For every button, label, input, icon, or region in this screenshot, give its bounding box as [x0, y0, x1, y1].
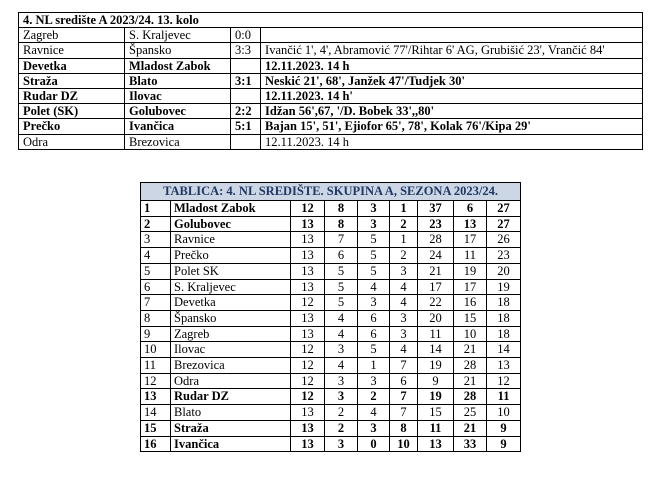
standing-wins: 4 — [325, 326, 358, 342]
standing-team: Devetka — [171, 295, 291, 311]
result-home-team: Straža — [19, 73, 125, 88]
standing-goals-against: 6 — [454, 201, 487, 217]
standing-team: S. Kraljevec — [171, 279, 291, 295]
standing-goals-for: 11 — [418, 420, 454, 436]
standing-points: 11 — [487, 389, 521, 405]
standing-points: 13 — [487, 358, 521, 374]
result-row — [19, 119, 643, 134]
standing-losses: 10 — [390, 436, 418, 452]
standing-points: 18 — [487, 310, 521, 326]
standing-team: Golubovec — [171, 216, 291, 232]
standing-points: 23 — [487, 248, 521, 264]
result-home-team: Rudar DZ — [19, 89, 125, 104]
standing-goals-for: 14 — [418, 342, 454, 358]
result-home-team: Zagreb — [19, 28, 125, 43]
standing-goals-for: 23 — [418, 216, 454, 232]
standing-row — [141, 405, 521, 421]
standings-table — [140, 182, 521, 452]
standing-team: Zagreb — [171, 326, 291, 342]
standing-goals-for: 15 — [418, 405, 454, 421]
standing-row — [141, 248, 521, 264]
result-home-team: Polet (SK) — [19, 104, 125, 119]
standing-row — [141, 232, 521, 248]
result-score: 0:0 — [231, 28, 261, 43]
standing-points: 9 — [487, 420, 521, 436]
results-title-row — [19, 13, 643, 28]
standing-played: 12 — [291, 373, 325, 389]
standing-goals-for: 21 — [418, 263, 454, 279]
result-home-team: Odra — [19, 134, 125, 149]
standing-wins: 2 — [325, 420, 358, 436]
standing-draws: 3 — [358, 373, 390, 389]
standing-goals-against: 25 — [454, 405, 487, 421]
standing-played: 13 — [291, 216, 325, 232]
standing-losses: 1 — [390, 201, 418, 217]
result-note: Idžan 56',67, '/D. Bobek 33',,80' — [261, 104, 643, 119]
result-away-team: S. Kraljevec — [125, 28, 231, 43]
standing-row — [141, 326, 521, 342]
result-score — [231, 89, 261, 104]
standing-goals-against: 17 — [454, 279, 487, 295]
standing-points: 18 — [487, 295, 521, 311]
standing-wins: 6 — [325, 248, 358, 264]
result-note — [261, 28, 643, 43]
standing-position: 16 — [141, 436, 171, 452]
standing-draws: 1 — [358, 358, 390, 374]
standing-team: Blato — [171, 405, 291, 421]
standing-team: Ivančica — [171, 436, 291, 452]
standing-played: 13 — [291, 420, 325, 436]
result-score — [231, 134, 261, 149]
standing-team: Špansko — [171, 310, 291, 326]
standing-played: 12 — [291, 358, 325, 374]
standing-played: 13 — [291, 436, 325, 452]
result-note: 12.11.2023. 14 h' — [261, 89, 643, 104]
standing-team: Straža — [171, 420, 291, 436]
standing-played: 12 — [291, 295, 325, 311]
standing-position: 1 — [141, 201, 171, 217]
standing-goals-for: 19 — [418, 389, 454, 405]
standing-played: 13 — [291, 232, 325, 248]
standing-points: 14 — [487, 342, 521, 358]
standing-row — [141, 420, 521, 436]
results-title: 4. NL središte A 2023/24. 13. kolo — [19, 13, 261, 28]
standing-position: 9 — [141, 326, 171, 342]
result-away-team: Špansko — [125, 43, 231, 58]
standing-goals-for: 11 — [418, 326, 454, 342]
standing-played: 13 — [291, 279, 325, 295]
results-table — [18, 12, 643, 150]
standing-team: Ravnice — [171, 232, 291, 248]
standing-position: 6 — [141, 279, 171, 295]
standing-points: 9 — [487, 436, 521, 452]
standing-draws: 2 — [358, 389, 390, 405]
result-score: 3:3 — [231, 43, 261, 58]
standing-goals-against: 28 — [454, 389, 487, 405]
standing-position: 11 — [141, 358, 171, 374]
standing-goals-against: 17 — [454, 232, 487, 248]
standing-draws: 5 — [358, 342, 390, 358]
standing-goals-against: 11 — [454, 248, 487, 264]
standings-title: TABLICA: 4. NL SREDIŠTE. SKUPINA A, SEZONA 2023/24. — [141, 183, 521, 201]
standing-played: 12 — [291, 389, 325, 405]
standing-goals-against: 10 — [454, 326, 487, 342]
result-row — [19, 43, 643, 58]
result-note: 12.11.2023. 14 h — [261, 134, 643, 149]
standing-goals-against: 21 — [454, 420, 487, 436]
standings-body — [141, 201, 521, 452]
result-home-team: Devetka — [19, 58, 125, 73]
result-away-team: Mladost Zabok — [125, 58, 231, 73]
standing-played: 12 — [291, 342, 325, 358]
standing-draws: 3 — [358, 420, 390, 436]
standing-played: 13 — [291, 248, 325, 264]
result-row — [19, 28, 643, 43]
standing-points: 20 — [487, 263, 521, 279]
standing-position: 14 — [141, 405, 171, 421]
standing-position: 15 — [141, 420, 171, 436]
standing-points: 19 — [487, 279, 521, 295]
standing-goals-for: 37 — [418, 201, 454, 217]
standing-draws: 3 — [358, 216, 390, 232]
result-row — [19, 134, 643, 149]
result-score — [231, 58, 261, 73]
standing-team: Rudar DZ — [171, 389, 291, 405]
standing-played: 13 — [291, 263, 325, 279]
standing-position: 7 — [141, 295, 171, 311]
result-score: 5:1 — [231, 119, 261, 134]
standing-played: 13 — [291, 326, 325, 342]
result-row — [19, 104, 643, 119]
standing-goals-against: 21 — [454, 373, 487, 389]
standing-position: 4 — [141, 248, 171, 264]
standing-losses: 2 — [390, 216, 418, 232]
standing-wins: 8 — [325, 216, 358, 232]
result-row — [19, 89, 643, 104]
standing-position: 3 — [141, 232, 171, 248]
standing-points: 27 — [487, 201, 521, 217]
result-away-team: Golubovec — [125, 104, 231, 119]
results-title-filler — [261, 13, 643, 28]
standing-row — [141, 201, 521, 217]
standing-row — [141, 279, 521, 295]
standing-team: Mladost Zabok — [171, 201, 291, 217]
standing-row — [141, 389, 521, 405]
result-score: 3:1 — [231, 73, 261, 88]
standing-draws: 4 — [358, 405, 390, 421]
standing-team: Prečko — [171, 248, 291, 264]
standing-team: Odra — [171, 373, 291, 389]
standing-played: 13 — [291, 405, 325, 421]
standing-losses: 3 — [390, 263, 418, 279]
standing-wins: 3 — [325, 389, 358, 405]
standing-played: 13 — [291, 310, 325, 326]
standing-points: 12 — [487, 373, 521, 389]
standing-goals-for: 20 — [418, 310, 454, 326]
standing-wins: 2 — [325, 405, 358, 421]
standing-position: 13 — [141, 389, 171, 405]
standing-position: 10 — [141, 342, 171, 358]
standing-losses: 2 — [390, 248, 418, 264]
standing-losses: 7 — [390, 358, 418, 374]
standing-goals-for: 24 — [418, 248, 454, 264]
standing-row — [141, 358, 521, 374]
standing-losses: 4 — [390, 342, 418, 358]
standing-played: 12 — [291, 201, 325, 217]
standing-losses: 4 — [390, 279, 418, 295]
standing-draws: 3 — [358, 295, 390, 311]
standing-draws: 5 — [358, 263, 390, 279]
standing-draws: 6 — [358, 326, 390, 342]
standing-wins: 3 — [325, 373, 358, 389]
standing-position: 2 — [141, 216, 171, 232]
result-row — [19, 58, 643, 73]
standing-position: 12 — [141, 373, 171, 389]
standing-wins: 8 — [325, 201, 358, 217]
standing-losses: 3 — [390, 310, 418, 326]
standing-draws: 5 — [358, 232, 390, 248]
standing-points: 27 — [487, 216, 521, 232]
standing-wins: 5 — [325, 295, 358, 311]
standing-wins: 5 — [325, 279, 358, 295]
standing-losses: 1 — [390, 232, 418, 248]
standing-team: Ilovac — [171, 342, 291, 358]
results-body — [19, 13, 643, 150]
result-home-team: Ravnice — [19, 43, 125, 58]
standing-goals-against: 21 — [454, 342, 487, 358]
standing-row — [141, 216, 521, 232]
standing-losses: 7 — [390, 405, 418, 421]
standing-goals-for: 13 — [418, 436, 454, 452]
standing-draws: 5 — [358, 248, 390, 264]
standing-goals-for: 19 — [418, 358, 454, 374]
result-note: Bajan 15', 51', Ejiofor 65', 78', Kolak 76'/Kipa 29' — [261, 119, 643, 134]
standing-goals-for: 17 — [418, 279, 454, 295]
standing-goals-for: 28 — [418, 232, 454, 248]
result-away-team: Ilovac — [125, 89, 231, 104]
standing-losses: 8 — [390, 420, 418, 436]
standing-wins: 4 — [325, 358, 358, 374]
standing-losses: 4 — [390, 295, 418, 311]
standing-team: Polet SK — [171, 263, 291, 279]
standing-losses: 3 — [390, 326, 418, 342]
standing-wins: 3 — [325, 342, 358, 358]
standing-row — [141, 436, 521, 452]
result-score: 2:2 — [231, 104, 261, 119]
standing-draws: 0 — [358, 436, 390, 452]
standing-row — [141, 342, 521, 358]
standing-points: 18 — [487, 326, 521, 342]
standing-goals-against: 28 — [454, 358, 487, 374]
standing-goals-against: 19 — [454, 263, 487, 279]
result-note: Neskić 21', 68', Janžek 47'/Tudjek 30' — [261, 73, 643, 88]
standing-row — [141, 373, 521, 389]
standing-goals-for: 9 — [418, 373, 454, 389]
result-away-team: Brezovica — [125, 134, 231, 149]
standing-points: 26 — [487, 232, 521, 248]
standing-goals-against: 15 — [454, 310, 487, 326]
standing-draws: 3 — [358, 201, 390, 217]
standing-row — [141, 263, 521, 279]
result-row — [19, 73, 643, 88]
standing-row — [141, 295, 521, 311]
result-away-team: Ivančica — [125, 119, 231, 134]
result-home-team: Prečko — [19, 119, 125, 134]
standing-position: 5 — [141, 263, 171, 279]
standing-goals-against: 33 — [454, 436, 487, 452]
standing-goals-against: 13 — [454, 216, 487, 232]
standing-goals-for: 22 — [418, 295, 454, 311]
standing-wins: 7 — [325, 232, 358, 248]
result-note: 12.11.2023. 14 h — [261, 58, 643, 73]
result-away-team: Blato — [125, 73, 231, 88]
standing-draws: 4 — [358, 279, 390, 295]
result-note: Ivančić 1', 4', Abramović 77'/Rihtar 6' AG, Grubišić 23', Vrančić 84' — [261, 43, 643, 58]
standing-wins: 5 — [325, 263, 358, 279]
standing-row — [141, 310, 521, 326]
standing-position: 8 — [141, 310, 171, 326]
standing-wins: 4 — [325, 310, 358, 326]
standing-wins: 3 — [325, 436, 358, 452]
standing-points: 10 — [487, 405, 521, 421]
standing-losses: 7 — [390, 389, 418, 405]
standing-draws: 6 — [358, 310, 390, 326]
standing-losses: 6 — [390, 373, 418, 389]
standing-goals-against: 16 — [454, 295, 487, 311]
standing-team: Brezovica — [171, 358, 291, 374]
